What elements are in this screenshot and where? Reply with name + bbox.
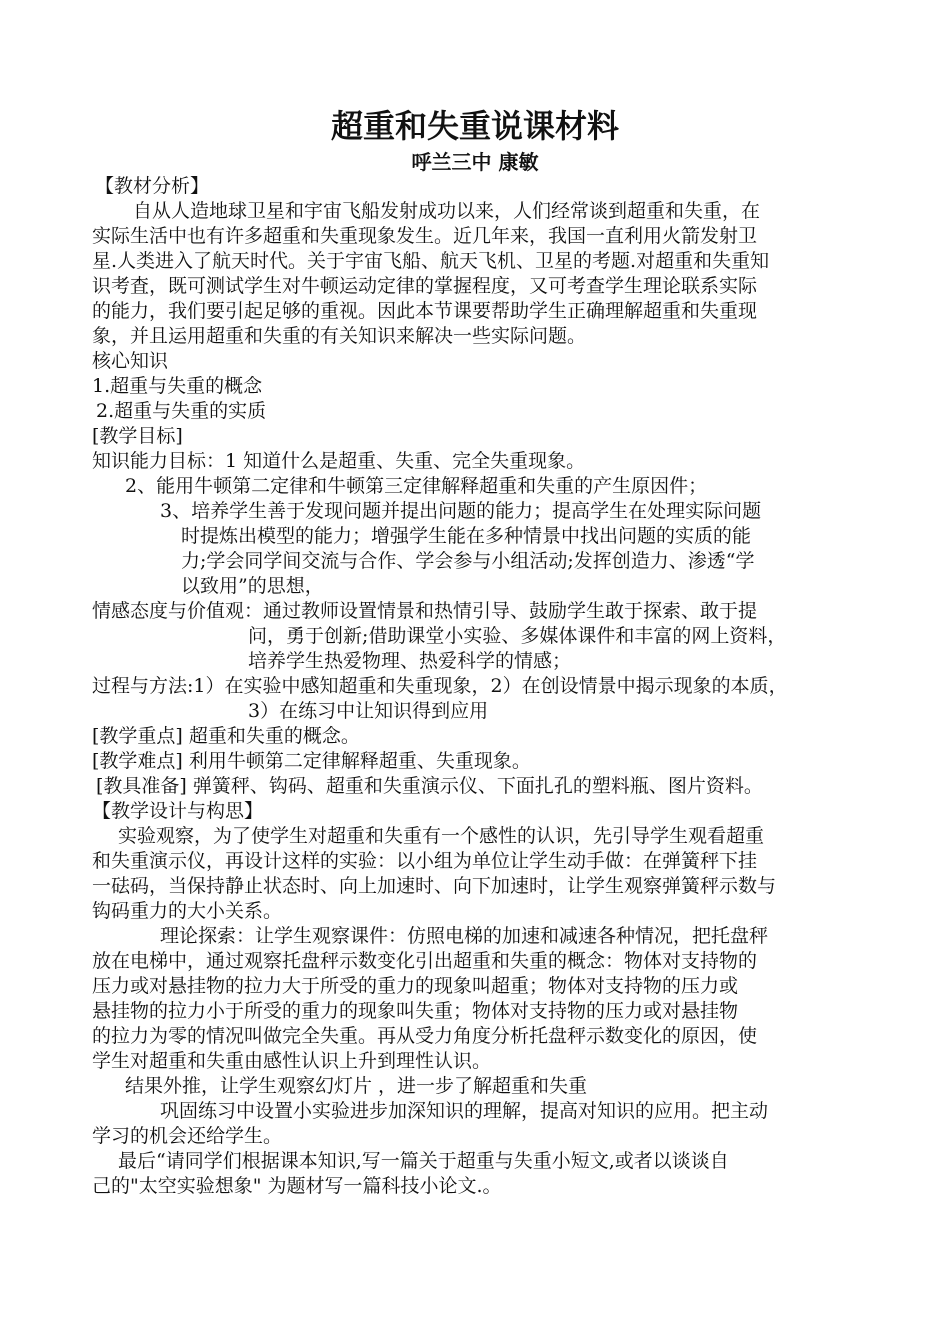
paragraph-line: 实验观察，为了使学生对超重和失重有一个感性的认识，先引导学生观看超重 [118,825,765,847]
paragraph-line: [教学难点] 利用牛顿第二定律解释超重、失重现象。 [92,750,531,772]
paragraph-line: [教具准备] 弹簧秤、钩码、超重和失重演示仪、下面扎孔的塑料瓶、图片资料。 [96,775,763,797]
paragraph-line: 星.人类进入了航天时代。关于宇宙飞船、航天飞机、卫星的考题.对超重和失重知 [92,250,770,272]
paragraph-line: 3）在练习中让知识得到应用 [248,700,489,722]
document-author: 呼兰三中 康敏 [411,150,539,174]
paragraph-line: 钩码重力的大小关系。 [92,900,283,922]
paragraph-line: 力;学会同学间交流与合作、学会参与小组活动;发挥创造力、渗透“学 [181,550,755,572]
paragraph-line: 过程与方法:1）在实验中感知超重和失重现象，2）在创设情景中揭示现象的本质， [92,675,788,697]
paragraph-line: 知识能力目标：1 知道什么是超重、失重、完全失重现象。 [92,450,586,472]
paragraph-line: 放在电梯中，通过观察托盘秤示数变化引出超重和失重的概念：物体对支持物的 [92,950,758,972]
paragraph-line: 3、培养学生善于发现问题并提出问题的能力；提高学生在处理实际问题 [160,500,762,522]
paragraph-line: 的能力，我们要引起足够的重视。因此本节课要帮助学生正确理解超重和失重现 [92,300,758,322]
paragraph-line: 学习的机会还给学生。 [92,1125,283,1147]
section-heading: 核心知识 [92,350,169,372]
paragraph-line: [教学重点] 超重和失重的概念。 [92,725,360,747]
paragraph-line: 学生对超重和失重由感性认识上升到理性认识。 [92,1050,492,1072]
paragraph-line: 实际生活中也有许多超重和失重现象发生。近几年来，我国一直利用火箭发射卫 [92,225,758,247]
paragraph-line: 和失重演示仪，再设计这样的实验：以小组为单位让学生动手做：在弹簧秤下挂 [92,850,758,872]
section-heading: [教学目标] [92,425,183,447]
paragraph-line: 巩固练习中设置小实验进步加深知识的理解，提高对知识的应用。把主动 [160,1100,769,1122]
paragraph-line: 培养学生热爱物理、热爱科学的情感； [248,650,572,672]
paragraph-line: 时提炼出模型的能力；增强学生能在多种情景中找出问题的实质的能 [181,525,752,547]
paragraph-line: 结果外推，让学生观察幻灯片 ，进一步了解超重和失重 [125,1075,588,1097]
paragraph-line: 己的"太空实验想象" 为题材写一篇科技小论文.。 [92,1175,502,1197]
paragraph-line: 识考査，既可测试学生对牛顿运动定律的掌握程度，又可考查学生理论联系实际 [92,275,758,297]
paragraph-line: 自从人造地球卫星和宇宙飞船发射成功以来，人们经常谈到超重和失重，在 [133,200,761,222]
paragraph-line: 一砝码，当保持静止状态时、向上加速时、向下加速时，让学生观察弹簧秤示数与 [92,875,777,897]
paragraph-line: 的拉力为零的情况叫做完全失重。再从受力角度分析托盘秤示数变化的原因，使 [92,1025,758,1047]
paragraph-line: 最后“请同学们根据课本知识,写一篇关于超重与失重小短文,或者以谈谈自 [118,1150,729,1172]
paragraph-line: 悬挂物的拉力小于所受的重力的现象叫失重；物体对支持物的压力或对悬挂物 [92,1000,739,1022]
paragraph-line: 情感态度与价值观：通过教师设置情景和热情引导、鼓励学生敢于探索、敢于提 [92,600,758,622]
list-item: 2.超重与失重的实质 [96,400,267,422]
paragraph-line: 2、能用牛顿第二定律和牛顿第三定律解释超重和失重的产生原因件； [125,475,708,497]
paragraph-line: 以致用”的思想， [181,575,324,597]
paragraph-line: 问，勇于创新;借助课堂小实验、多媒体课件和丰富的网上资料， [248,625,787,647]
document-title: 超重和失重说课材料 [330,107,619,145]
list-item: 1.超重与失重的概念 [92,375,263,397]
section-heading: 【教学设计与构思】 [92,800,264,822]
paragraph-line: 理论探索：让学生观察课件：仿照电梯的加速和减速各种情况，把托盘秤 [160,925,769,947]
section-heading: 【教材分析】 [95,175,210,197]
paragraph-line: 象，并且运用超重和失重的有关知识来解决一些实际问题。 [92,325,587,347]
paragraph-line: 压力或对悬挂物的拉力大于所受的重力的现象叫超重；物体对支持物的压力或 [92,975,739,997]
